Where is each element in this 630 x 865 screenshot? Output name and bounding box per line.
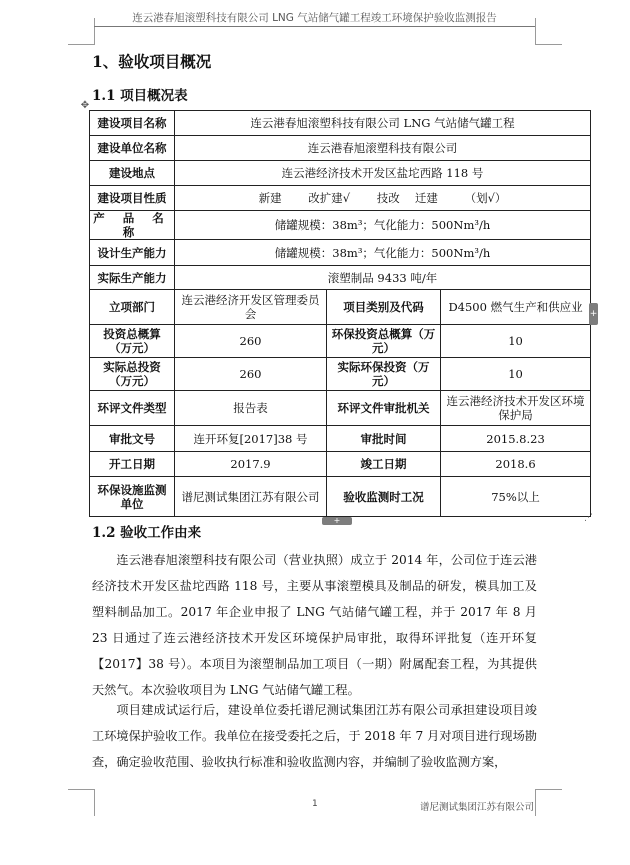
- nature-mark: （划√）: [464, 191, 507, 205]
- value-project-nature: [175, 186, 591, 211]
- label-eia-authority: 环评文件审批机关: [327, 391, 441, 426]
- footer-organization: 谱尼测试集团江苏有限公司: [420, 802, 535, 813]
- paragraph-commission: 项目建成试运行后，建设单位委托谱尼测试集团江苏有限公司承担建设项目竣工环境保护验收工作。我单位在接受委托之后，于 2018 年 7 月对项目进行现场勘查，确定验收范围、验收执行标准和验收监测内容，并编制了验收监测方案，: [92, 703, 537, 769]
- label-location: 建设地点: [90, 161, 175, 186]
- value-env-investment: 10: [441, 325, 591, 358]
- value-start-date: 2017.9: [175, 452, 327, 477]
- corner-mark-bottom-right: [535, 789, 562, 816]
- value-actual-env-investment: 10: [441, 358, 591, 391]
- label-eia-type: 环评文件类型: [90, 391, 175, 426]
- label-start-date: 开工日期: [90, 452, 175, 477]
- table-resize-icon[interactable]: ⋰: [584, 513, 593, 523]
- label-design-capacity: 设计生产能力: [90, 240, 175, 266]
- page-header: 连云港春旭滚塑科技有限公司 LNG 气站储气罐工程竣工环境保护验收监测报告: [132, 12, 497, 24]
- label-total-investment: 投资总概算（万元）: [90, 325, 175, 358]
- value-actual-investment: 260: [175, 358, 327, 391]
- label-monitoring-unit: 环保设施监测单位: [90, 477, 175, 517]
- nature-move: 迁建: [414, 191, 438, 205]
- label-project-name: 建设项目名称: [90, 111, 175, 136]
- label-unit-name: 建设单位名称: [90, 136, 175, 161]
- add-row-button[interactable]: +: [322, 517, 352, 525]
- value-eia-type: 报告表: [175, 391, 327, 426]
- label-project-nature: 建设项目性质: [90, 186, 175, 211]
- project-overview-table: [89, 110, 591, 517]
- section-heading-1-2: 1.2 验收工作由来: [92, 525, 202, 541]
- label-approval-number: 审批文号: [90, 426, 175, 452]
- value-project-name: 连云港春旭滚塑科技有限公司 LNG 气站储气罐工程: [175, 111, 591, 136]
- value-monitoring-condition: 75%以上: [441, 477, 591, 517]
- nature-tech: 技改: [376, 191, 400, 205]
- value-approval-time: 2015.8.23: [441, 426, 591, 452]
- label-monitoring-condition: 验收监测时工况: [327, 477, 441, 517]
- value-eia-authority: 连云港经济技术开发区环境保护局: [441, 391, 591, 426]
- value-actual-capacity: 滚塑制品 9433 吨/年: [175, 266, 591, 290]
- value-project-category: D4500 燃气生产和供应业: [441, 290, 591, 325]
- add-column-button[interactable]: +: [589, 303, 598, 325]
- value-product-name: 储罐规模：38m³；气化能力：500Nm³/h: [175, 211, 591, 240]
- corner-mark-top-left: [68, 18, 95, 45]
- label-actual-investment: 实际总投资（万元）: [90, 358, 175, 391]
- label-project-category: 项目类别及代码: [327, 290, 441, 325]
- label-approval-time: 审批时间: [327, 426, 441, 452]
- value-approval-number: 连开环复[2017]38 号: [175, 426, 327, 452]
- label-approving-dept: 立项部门: [90, 290, 175, 325]
- page-number: 1: [312, 799, 318, 809]
- nature-new: 新建: [258, 191, 282, 205]
- label-actual-capacity: 实际生产能力: [90, 266, 175, 290]
- corner-mark-bottom-left: [68, 789, 95, 816]
- value-location: 连云港经济技术开发区盐坨西路 118 号: [175, 161, 591, 186]
- section-heading-1: 1、验收项目概况: [92, 52, 212, 71]
- header-rule: [94, 26, 535, 27]
- value-complete-date: 2018.6: [441, 452, 591, 477]
- label-env-investment: 环保投资总概算（万元）: [327, 325, 441, 358]
- value-design-capacity: 储罐规模：38m³；气化能力：500Nm³/h: [175, 240, 591, 266]
- table-move-icon[interactable]: ✥: [80, 100, 90, 111]
- value-unit-name: 连云港春旭滚塑科技有限公司: [175, 136, 591, 161]
- corner-mark-top-right: [535, 18, 562, 45]
- label-product-name: 产 品 名 称: [90, 211, 175, 240]
- value-monitoring-unit: 谱尼测试集团江苏有限公司: [175, 477, 327, 517]
- label-complete-date: 竣工日期: [327, 452, 441, 477]
- nature-expand: 改扩建√: [308, 191, 351, 205]
- value-approving-dept: 连云港经济开发区管理委员会: [175, 290, 327, 325]
- section-heading-1-1: 1.1 项目概况表: [92, 88, 188, 104]
- label-actual-env-investment: 实际环保投资（万元）: [327, 358, 441, 391]
- paragraph-origin: 连云港春旭滚塑科技有限公司（营业执照）成立于 2014 年，公司位于连云港经济技术开发区盐坨西路 118 号，主要从事滚塑模具及制品的研发，模具加工及塑料制品加工。2017 年企业申报了 LNG 气站储气罐工程，并于 2017 年 8 月 23 日通过了连云港经济技术开发区环境保护局审批，取得环评批复（连开环复【2017】38 号）。本项目为滚塑制品加工项目（一期）附属配套工程，为其提供天然气。本次验收项目为 LNG 气站储气罐工程。: [92, 553, 537, 697]
- value-total-investment: 260: [175, 325, 327, 358]
